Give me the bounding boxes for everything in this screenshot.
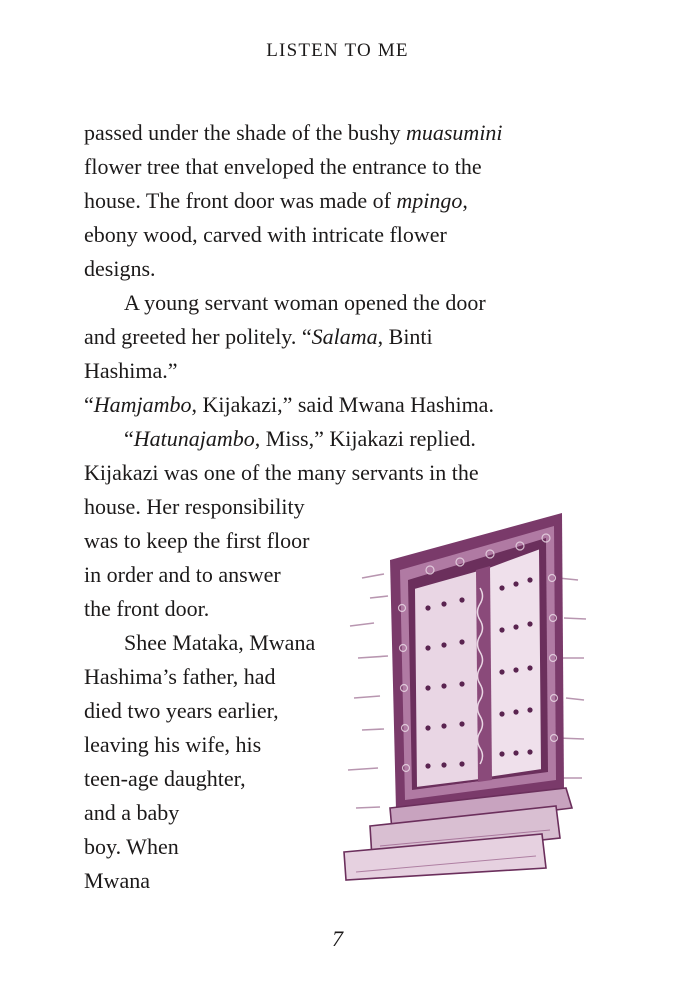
text-line: flower tree that enveloped the entrance to the — [84, 154, 482, 179]
carved-wooden-door-icon — [310, 508, 600, 888]
text-line: designs. — [84, 256, 156, 281]
swahili-word: Salama — [311, 324, 378, 349]
text-line: house. Her responsibility — [84, 494, 305, 519]
text-line: Kijakazi was one of the many servants in the — [84, 460, 479, 485]
swahili-word: muasumini — [405, 120, 503, 145]
swahili-word: Hamjambo — [93, 392, 192, 417]
text-line: A young servant woman opened the door — [124, 290, 486, 315]
text-line: Hashima.” — [84, 358, 178, 383]
text-line: “Hatunajambo, Miss,” Kijakazi replied. — [124, 426, 476, 451]
text-line: Hashima’s father, had — [84, 664, 276, 689]
text-line: ebony wood, carved with intricate flower — [84, 222, 447, 247]
text-line: boy. When — [84, 834, 179, 859]
text-line: “Hamjambo, Kijakazi,” said Mwana Hashima. — [84, 392, 494, 417]
carved-door-illustration — [310, 508, 600, 888]
text-line: in order and to answer — [84, 562, 281, 587]
text-line: Shee Mataka, Mwana — [124, 630, 316, 655]
swahili-word: mpingo — [396, 188, 463, 213]
text-line: leaving his wife, his — [84, 732, 262, 757]
running-head: LISTEN TO ME — [266, 40, 409, 61]
swahili-word: Hatunajambo — [133, 426, 255, 451]
text-line: house. The front door was made of mpingo, — [84, 188, 468, 213]
text-line: the front door. — [84, 596, 210, 621]
text-line: and greeted her politely. “Salama, Binti — [84, 324, 433, 349]
text-line: was to keep the first floor — [84, 528, 310, 553]
text-line: and a baby — [84, 800, 180, 825]
text-line: passed under the shade of the bushy muasumini — [84, 120, 503, 145]
page-number: 7 — [332, 926, 343, 951]
text-line: teen-age daughter, — [84, 766, 246, 791]
text-line: Mwana — [84, 868, 150, 893]
text-line: died two years earlier, — [84, 698, 279, 723]
